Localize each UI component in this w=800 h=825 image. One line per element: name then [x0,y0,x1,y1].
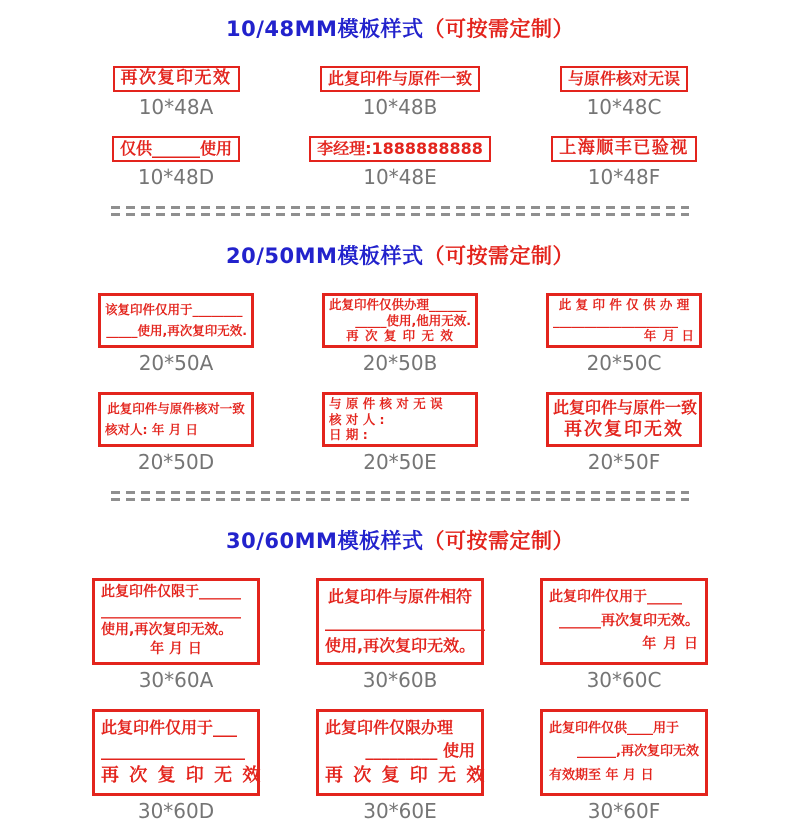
stamp-text: 再 次 复 印 无 效 [346,328,454,344]
stamp-rule: __________________ [101,741,245,761]
stamp-text: 李经理:1888888888 [317,139,483,158]
stamp-cell-20-50C [518,293,730,377]
stamp-size-label: 20*50B [362,351,438,375]
stamp-text: 年 月 日 [150,641,202,658]
stamp-size-label: 10*48E [363,165,437,189]
stamp-row [0,66,800,121]
stamp-cell-30-60B [294,578,506,694]
stamp-cell-10-48A [70,66,282,121]
stamp-row [0,293,800,377]
dash-line [111,498,689,501]
stamp-cell-30-60C [518,578,730,694]
section-title [0,528,800,554]
dash-line [111,213,689,216]
stamp-size-label: 30*60C [586,668,662,692]
section-title-size: 10/48MM模板样式 [226,17,424,41]
stamp-text: 此复印件仅限办理 [325,717,454,737]
stamp-row [0,392,800,476]
stamp-cell-10-48F [518,136,730,191]
stamp-size-label: 30*60A [138,668,214,692]
stamp-text: 此复印件仅供____用于 [549,721,680,737]
dashed-divider [111,491,689,501]
stamp-cell-20-50B [294,293,506,377]
stamp-box-20-50C [546,293,702,348]
stamp-text: 仅供______使用 [119,139,232,158]
stamp-cell-30-60A [70,578,282,694]
stamp-cell-10-48B [294,66,506,121]
stamp-text: 有效期至 年 月 日 [549,767,654,783]
dashed-divider [111,206,689,216]
stamp-cell-30-60D [70,709,282,825]
stamp-size-label: 20*50A [138,351,214,375]
stamp-text: 核 对 人 : [329,411,385,427]
stamp-box-10-48C [560,66,688,92]
stamp-row [0,578,800,694]
stamp-box-10-48E [309,136,491,162]
stamp-text: _________ 使用 [365,741,475,761]
stamp-text: 此复印件与原件一致 [553,397,698,417]
stamp-text: 使用,再次复印无效。 [101,622,233,639]
stamp-box-10-48B [320,66,480,92]
stamp-rule: ____________________ [325,611,485,631]
stamp-text: 此复印件与原件核对一致 [107,401,245,417]
stamp-size-label: 20*50C [586,351,662,375]
section-title-note: （可按需定制） [423,17,574,41]
stamp-cell-10-48D [70,136,282,191]
stamp-box-30-60B [316,578,484,665]
stamp-text: 年 月 日 [642,636,699,653]
stamp-size-label: 10*48A [138,95,214,119]
stamp-text: 使用,再次复印无效。 [325,635,476,655]
stamp-size-label: 10*48D [137,165,215,189]
section-title-size: 30/60MM模板样式 [226,529,424,553]
stamp-text: 再 次 复 印 无 效 [101,764,263,786]
stamp-text: 此复印件仅用于_____ [549,589,682,606]
stamp-box-30-60A [92,578,260,665]
stamp-size-label: 30*60E [363,799,437,823]
stamp-text: 与 原 件 核 对 无 误 [329,396,443,412]
stamp-box-20-50B [322,293,478,348]
dash-line [111,206,689,209]
stamp-text: 此 复 印 件 仅 供 办 理 [558,297,690,313]
stamp-box-10-48D [112,136,240,162]
stamp-text: 再次复印无效 [120,68,232,89]
stamp-size-label: 10*48C [586,95,662,119]
stamp-box-20-50E [322,392,478,447]
stamp-text: ______再次复印无效。 [559,612,699,629]
stamp-box-30-60E [316,709,487,796]
stamp-text: 与原件核对无误 [567,69,680,88]
stamp-size-label: 30*60B [362,668,438,692]
stamp-size-label: 30*60D [137,799,215,823]
stamp-box-10-48F [551,136,697,162]
stamp-box-20-50D [98,392,254,447]
stamp-cell-30-60F [518,709,730,825]
stamp-row [0,709,800,825]
stamp-text: 再次复印无效 [564,419,684,440]
section-title-note: （可按需定制） [423,529,574,553]
stamp-box-10-48A [113,66,240,92]
stamp-text: 该复印件仅用于________ [105,302,243,318]
stamp-text: 核对人: 年 月 日 [105,422,199,438]
stamp-text: ______,再次复印无效 [577,744,699,760]
stamp-row [0,136,800,191]
stamp-size-label: 20*50D [137,450,215,474]
stamp-text: 年 月 日 [643,328,695,344]
stamp-cell-30-60E [294,709,506,825]
stamp-box-20-50A [98,293,254,348]
stamp-size-label: 30*60F [587,799,661,823]
stamp-size-label: 10*48B [362,95,438,119]
stamp-cell-20-50E [294,392,506,476]
stamp-text: _____使用,再次复印无效. [106,323,247,339]
stamp-cell-20-50F [518,392,730,476]
stamp-text: 此复印件仅限于______ [101,584,241,601]
stamp-box-30-60F [540,709,708,796]
section-title-note: （可按需定制） [423,244,574,268]
section-30-60 [0,516,800,825]
stamp-cell-10-48C [518,66,730,121]
stamp-cell-20-50D [70,392,282,476]
stamp-text: 此复印件与原件相符 [327,587,472,607]
stamp-rule: ____________________ [553,312,678,328]
stamp-text: _____使用,他用无效. [355,312,471,328]
stamp-text: 日 期 : [329,427,368,443]
stamp-text: 此复印件仅用于___ [101,717,238,737]
stamp-text: 上海顺丰已验视 [559,138,689,159]
stamp-text: 再 次 复 印 无 效 [325,764,487,786]
section-10-48 [0,0,800,216]
stamp-box-20-50F [546,392,702,447]
section-title-size: 20/50MM模板样式 [226,244,424,268]
section-title [0,16,800,42]
stamp-box-30-60D [92,709,263,796]
stamp-size-label: 10*48F [587,165,661,189]
stamp-text: 此复印件与原件一致 [327,69,472,88]
section-title [0,243,800,269]
stamp-rule: ____________________ [101,603,241,620]
stamp-cell-10-48E [294,136,506,191]
stamp-text: 此复印件仅供办理______ [329,297,467,313]
stamp-size-label: 20*50E [363,450,437,474]
dash-line [111,491,689,494]
section-20-50 [0,231,800,501]
stamp-size-label: 20*50F [587,450,661,474]
stamp-box-30-60C [540,578,708,665]
stamp-cell-20-50A [70,293,282,377]
